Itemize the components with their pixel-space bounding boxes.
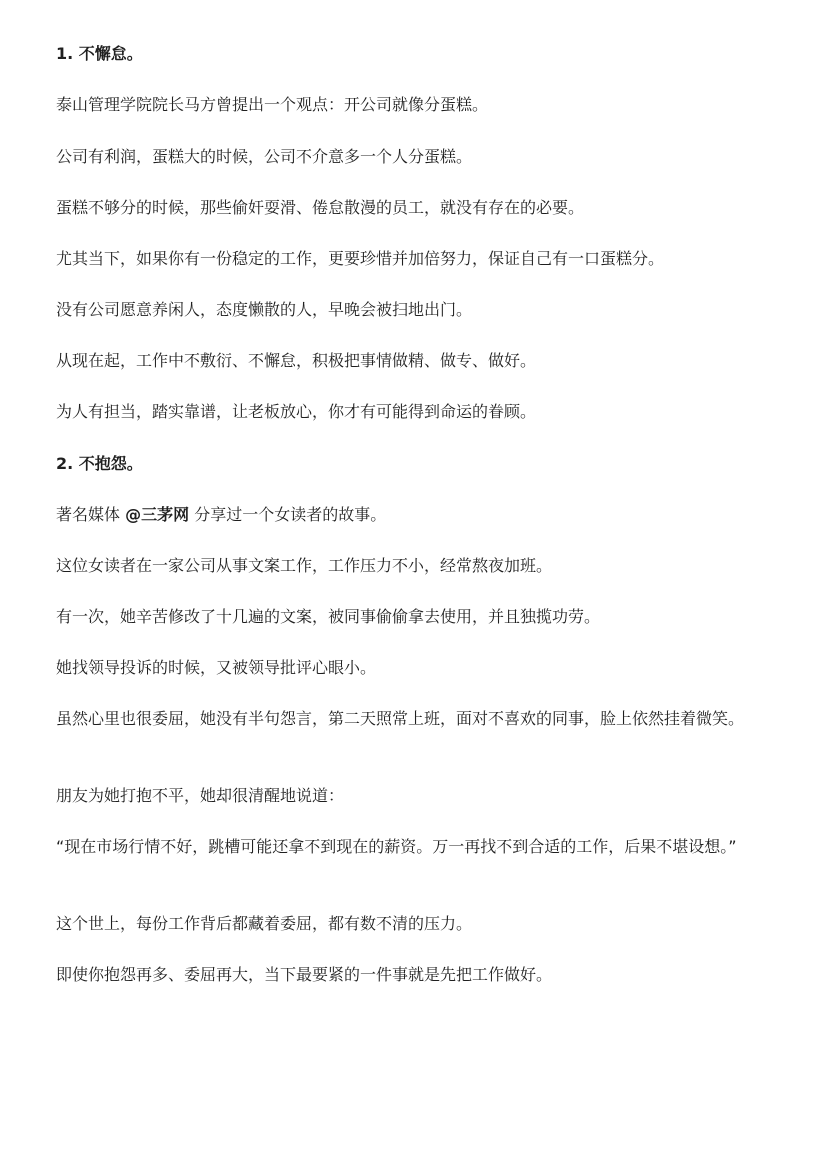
paragraph: 虽然心里也很委屈，她没有半句怨言，第二天照常上班，面对不喜欢的同事，脸上依然挂着微笑。 <box>56 709 745 728</box>
media-mention-link[interactable]: @三茅网 <box>125 505 190 524</box>
section-heading-2: 2. 不抱怨。 <box>56 454 143 473</box>
intro-text-after: 分享过一个女读者的故事。 <box>189 505 387 524</box>
paragraph: 朋友为她打抱不平，她却很清醒地说道： <box>56 786 345 805</box>
paragraph: 从现在起，工作中不敷衍、不懈怠，积极把事情做精、做专、做好。 <box>56 351 537 370</box>
paragraph: 蛋糕不够分的时候，那些偷奸耍滑、倦怠散漫的员工，就没有存在的必要。 <box>56 198 585 217</box>
paragraph: 公司有利润，蛋糕大的时候，公司不介意多一个人分蛋糕。 <box>56 147 473 166</box>
paragraph: 泰山管理学院院长马方曾提出一个观点：开公司就像分蛋糕。 <box>56 95 489 114</box>
paragraph: 她找领导投诉的时候，又被领导批评心眼小。 <box>56 658 377 677</box>
paragraph-intro <box>56 502 776 528</box>
paragraph: 为人有担当，踏实靠谱，让老板放心，你才有可能得到命运的眷顾。 <box>56 402 537 421</box>
intro-text-before: 著名媒体 <box>56 505 126 524</box>
paragraph: 这位女读者在一家公司从事文案工作，工作压力不小，经常熬夜加班。 <box>56 556 553 575</box>
paragraph-quote: “现在市场行情不好，跳槽可能还拿不到现在的薪资。万一再找不到合适的工作，后果不堪设想。” <box>56 837 737 856</box>
paragraph: 尤其当下，如果你有一份稳定的工作，更要珍惜并加倍努力，保证自己有一口蛋糕分。 <box>56 249 665 268</box>
paragraph: 有一次，她辛苦修改了十几遍的文案，被同事偷偷拿去使用，并且独揽功劳。 <box>56 607 601 626</box>
paragraph: 这个世上，每份工作背后都藏着委屈，都有数不清的压力。 <box>56 914 473 933</box>
paragraph: 没有公司愿意养闲人，态度懒散的人，早晚会被扫地出门。 <box>56 300 473 319</box>
paragraph: 即使你抱怨再多、委屈再大，当下最要紧的一件事就是先把工作做好。 <box>56 965 553 984</box>
section-heading-1: 1. 不懈怠。 <box>56 44 143 63</box>
